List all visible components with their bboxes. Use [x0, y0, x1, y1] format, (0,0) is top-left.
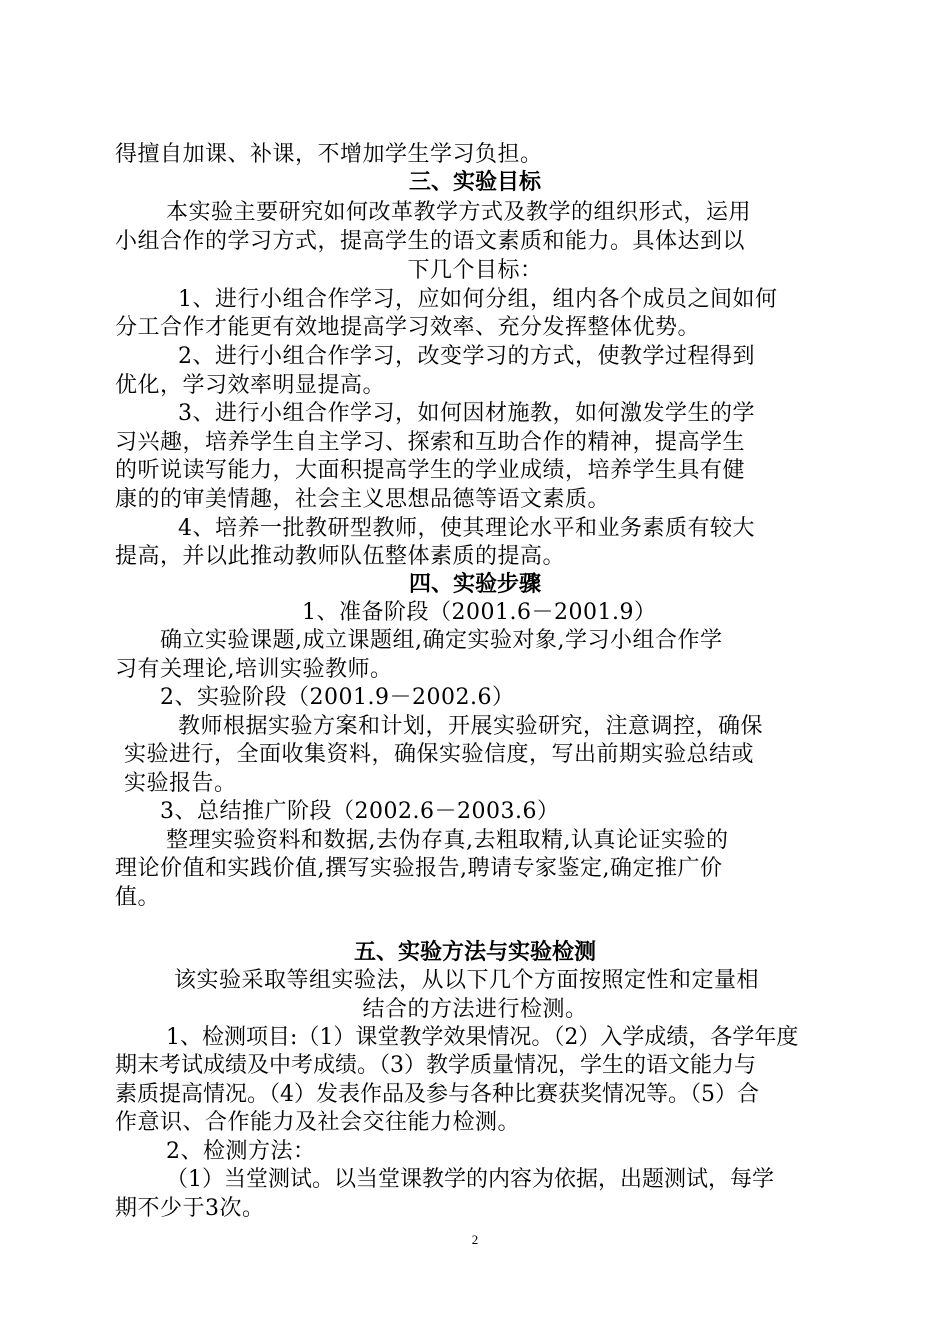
body-line: 值。 [115, 885, 161, 910]
section-heading-steps: 四、实验步骤 [408, 572, 541, 597]
body-line: 优化，学习效率明显提高。 [115, 373, 386, 398]
body-line: 教师根据实验方案和计划，开展实验研究，注意调控，确保 [178, 714, 764, 739]
body-line: 3、总结推广阶段（2002.6－2003.6） [160, 799, 560, 824]
body-line: 3、进行小组合作学习，如何因材施教，如何激发学生的学 [178, 401, 755, 426]
body-line: 素质提高情况。（4）发表作品及参与各种比赛获奖情况等。（5）合 [115, 1082, 759, 1107]
body-line: 期末考试成绩及中考成绩。（3）教学质量情况，学生的语文能力与 [115, 1053, 756, 1078]
body-line: 提高，并以此推动教师队伍整体素质的提高。 [115, 544, 566, 569]
body-line: 2、进行小组合作学习，改变学习的方式，使教学过程得到 [178, 344, 755, 369]
body-line: 习有关理论,培训实验教师。 [115, 657, 393, 682]
body-line: 确立实验课题,成立课题组,确定实验对象,学习小组合作学 [160, 628, 723, 653]
body-line: 2、实验阶段（2001.9－2002.6） [160, 685, 515, 710]
body-line: 康的的审美情趣，社会主义思想品德等语文素质。 [115, 487, 611, 512]
body-line: 1、检测项目:（1）课堂教学效果情况。（2）入学成绩，各学年度 [166, 1025, 799, 1050]
body-line: 结合的方法进行检测。 [362, 997, 588, 1022]
body-line: 2、检测方法： [166, 1139, 316, 1164]
body-line: （1）当堂测试。以当堂课教学的内容为依据，出题测试，每学 [166, 1167, 774, 1192]
body-line: 的听说读写能力，大面积提高学生的学业成绩，培养学生具有健 [115, 458, 746, 483]
body-line: 下几个目标： [407, 258, 543, 283]
body-line: 得擅自加课、补课，不增加学生学习负担。 [115, 142, 543, 167]
body-line: 作意识、合作能力及社会交往能力检测。 [115, 1110, 521, 1135]
body-line: 本实验主要研究如何改革教学方式及教学的组织形式，运用 [166, 200, 752, 225]
section-heading-goals: 三、实验目标 [408, 170, 541, 195]
body-line: 4、培养一批教研型教师，使其理论水平和业务素质有较大 [178, 516, 755, 541]
body-line: 1、准备阶段（2001.6－2001.9） [302, 600, 657, 625]
body-line: 整理实验资料和数据,去伪存真,去粗取精,认真论证实验的 [166, 828, 729, 853]
page-number: 2 [471, 1232, 479, 1247]
body-line: 习兴趣，培养学生自主学习、探索和互助合作的精神，提高学生 [115, 430, 746, 455]
body-line: 实验报告。 [124, 771, 237, 796]
body-line: 该实验采取等组实验法，从以下几个方面按照定性和定量相 [174, 968, 760, 993]
body-line: 1、进行小组合作学习，应如何分组，组内各个成员之间如何 [178, 287, 778, 312]
body-line: 小组合作的学习方式，提高学生的语文素质和能力。具体达到以 [115, 229, 746, 254]
body-line: 实验进行，全面收集资料，确保实验信度，写出前期实验总结或 [124, 742, 755, 767]
body-line: 期不少于3次。 [115, 1196, 265, 1221]
section-heading-methods: 五、实验方法与实验检测 [353, 940, 596, 965]
body-line: 分工合作才能更有效地提高学习效率、充分发挥整体优势。 [115, 315, 701, 340]
body-line: 理论价值和实践价值,撰写实验报告,聘请专家鉴定,确定推广价 [115, 856, 723, 881]
